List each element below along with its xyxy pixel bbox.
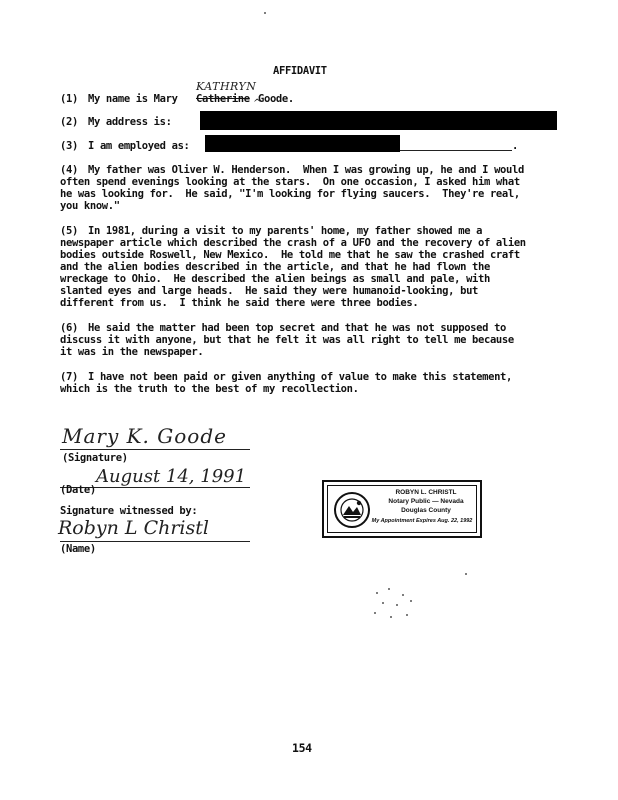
redacted-employer [205,135,400,152]
signature-line [60,449,250,450]
item-1-prefix: My name is Mary [88,93,184,105]
item-5-line: bodies outside Roswell, New Mexico. He told me that he saw the crashed craft [60,249,520,261]
item-5-line: In 1981, during a visit to my parents' home, my father showed me a [88,225,483,237]
witness-label: Signature witnessed by: [60,505,198,517]
item-6-line: He said the matter had been top secret and that he was not supposed to [88,322,507,334]
handwritten-signature: Mary K. Goode [62,424,227,448]
notary-stamp [322,480,482,538]
name-line [60,541,250,542]
item-5-line: different from us. I think he said there were three bodies. [60,297,419,309]
name-label: (Name) [60,543,96,555]
page-number: 154 [292,741,312,755]
item-1-number: (1) [60,93,78,105]
scan-speck [264,12,266,14]
item-4-number: (4) [60,164,78,176]
notary-title: Notary Public — Nevada [388,498,464,505]
document-title: AFFIDAVIT [273,65,327,77]
item-2-number: (2) [60,116,78,128]
scan-speck [465,573,467,575]
item-5-number: (5) [60,225,78,237]
handwritten-date: August 14, 1991 [96,466,247,487]
item-1-struck-name: Catherine [196,93,250,105]
item-3-number: (3) [60,140,78,152]
item-4-line: you know." [60,200,120,212]
date-label: (Date) [60,484,96,496]
notary-expiration: My Appointment Expires Aug. 22, 1992 [371,518,473,524]
redacted-address [200,111,557,130]
employer-fill-line [400,150,512,151]
item-6-number: (6) [60,322,78,334]
item-2-label: My address is: [88,116,172,128]
signature-label: (Signature) [62,452,128,464]
item-5-line: and the alien bodies described in the article, and that he had flown the [60,261,490,273]
notary-name: ROBYN L. CHRISTL [395,489,457,496]
item-7-line: I have not been paid or given anything of value to make this statement, [88,371,512,383]
item-5-line: newspaper article which described the crash of a UFO and the recovery of alien [60,237,526,249]
handwritten-insertion: KATHRYN [196,80,257,93]
item-3-label: I am employed as: [88,140,190,152]
item-7-line: which is the truth to the best of my recollection. [60,383,359,395]
item-4-line: My father was Oliver W. Henderson. When I was growing up, he and I would [88,164,524,176]
employer-line-end: . [512,140,518,152]
insertion-caret: ^ [253,98,262,109]
handwritten-witness-signature: Robyn L Christl [58,517,209,539]
item-4-line: often spend evenings looking at the stars. On one occasion, I asked him what [60,176,520,188]
embossed-seal-marks [368,586,428,626]
item-1-surname: Goode. [258,93,294,105]
item-7-number: (7) [60,371,78,383]
item-5-line: wreckage to Ohio. He described the alien beings as small and pale, with [60,273,490,285]
item-5-line: slanted eyes and large heads. He said they were humanoid-looking, but [60,285,479,297]
item-6-line: discuss it with anyone, but that he felt it was all right to tell me because [60,334,514,346]
item-4-line: he was looking for. He said, "I'm looking for flying saucers. They're real, [60,188,520,200]
notary-county: Douglas County [401,507,451,514]
item-6-line: it was in the newspaper. [60,346,204,358]
